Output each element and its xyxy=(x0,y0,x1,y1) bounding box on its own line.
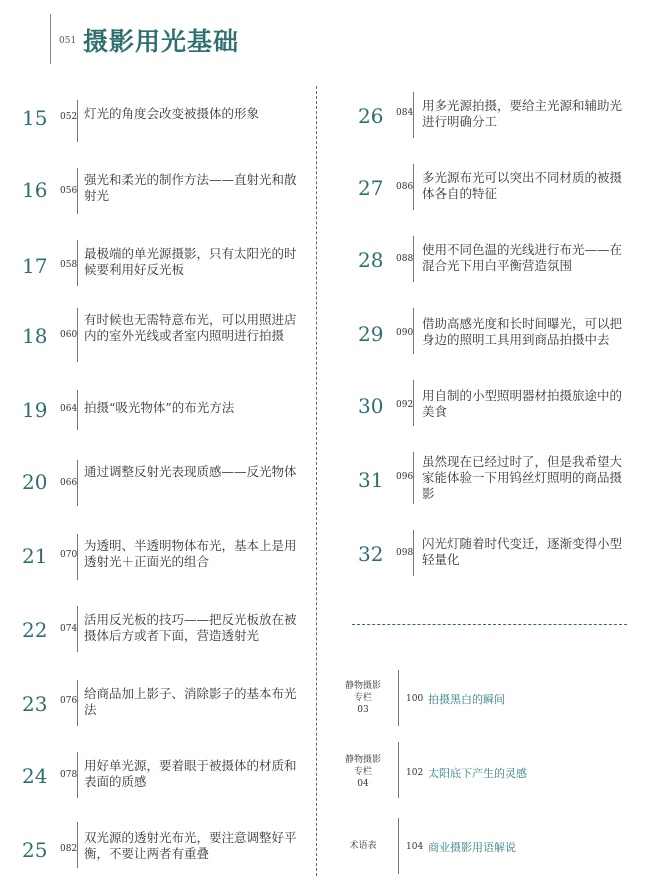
entry-page: 056 xyxy=(60,186,78,196)
column-label-line1: 静物摄影 xyxy=(344,681,381,691)
entry-page: 064 xyxy=(60,404,78,414)
entry-page: 096 xyxy=(396,472,414,482)
entry-separator xyxy=(398,742,399,798)
entry-page: 088 xyxy=(396,254,414,264)
entry-page: 084 xyxy=(396,108,414,118)
toc-entry[interactable] xyxy=(22,460,302,516)
toc-entry[interactable] xyxy=(22,606,302,662)
entry-text: 有时候也无需特意布光，可以用照进店内的室外光线或者室内照明进行拍摄 xyxy=(84,312,297,343)
column-label-line1: 静物摄影 xyxy=(344,755,381,765)
column-label xyxy=(336,680,390,716)
column-entry[interactable] xyxy=(336,670,626,730)
column-label-line1: 术语表 xyxy=(349,841,377,851)
column-entry[interactable] xyxy=(336,742,626,802)
chapter-title: 摄影用光基础 xyxy=(83,27,240,56)
entry-number: 15 xyxy=(22,106,48,130)
entry-number: 18 xyxy=(22,324,48,348)
entry-number: 24 xyxy=(22,764,48,788)
toc-entry[interactable] xyxy=(22,752,302,808)
entry-page: 104 xyxy=(406,842,424,852)
entry-text: 虽然现在已经过时了，但是我希望大家能体验一下用钨丝灯照明的商品摄影 xyxy=(422,454,623,501)
chapter-page-number: 051 xyxy=(59,36,77,46)
entry-text: 通过调整反射光表现质感——反光物体 xyxy=(84,464,297,479)
entry-page: 090 xyxy=(396,328,414,338)
column-label-line3: 03 xyxy=(357,705,369,715)
toc-entry[interactable] xyxy=(22,534,302,590)
entry-text: 拍摄黑白的瞬间 xyxy=(428,693,505,706)
entry-page: 078 xyxy=(60,770,78,780)
entry-page: 076 xyxy=(60,696,78,706)
entry-page: 100 xyxy=(406,694,424,704)
entry-number: 28 xyxy=(358,248,384,272)
entry-page: 086 xyxy=(396,182,414,192)
chapter-header xyxy=(50,14,240,64)
entry-page: 058 xyxy=(60,260,78,270)
entry-text: 为透明、半透明物体布光，基本上是用透射光＋正面光的组合 xyxy=(84,538,297,569)
column-entry[interactable] xyxy=(336,818,626,878)
toc-entry[interactable] xyxy=(22,390,302,446)
toc-entry[interactable] xyxy=(358,164,638,220)
entry-page: 092 xyxy=(396,400,414,410)
entry-text: 商业摄影用语解说 xyxy=(428,841,516,854)
entry-text: 用多光源拍摄，要给主光源和辅助光进行明确分工 xyxy=(422,98,623,129)
entry-number: 29 xyxy=(358,322,384,346)
toc-entry[interactable] xyxy=(22,822,302,878)
toc-entry[interactable] xyxy=(22,240,302,296)
column-label-line3: 04 xyxy=(357,779,369,789)
toc-entry[interactable] xyxy=(22,168,302,224)
entry-number: 26 xyxy=(358,104,384,128)
column-label xyxy=(336,754,390,790)
entry-page: 082 xyxy=(60,844,78,854)
entry-number: 32 xyxy=(358,542,384,566)
column-label xyxy=(336,840,390,852)
entry-text: 强光和柔光的制作方法——直射光和散射光 xyxy=(84,172,297,203)
entry-number: 22 xyxy=(22,618,48,642)
toc-entry[interactable] xyxy=(358,236,638,292)
entry-text: 闪光灯随着时代变迁，逐渐变得小型轻量化 xyxy=(422,536,623,567)
toc-entry[interactable] xyxy=(358,308,638,364)
entry-text: 借助高感光度和长时间曝光，可以把身边的照明工具用到商品拍摄中去 xyxy=(422,316,623,347)
entry-separator xyxy=(398,818,399,874)
toc-entry[interactable] xyxy=(22,100,302,156)
entry-number: 21 xyxy=(22,544,48,568)
column-label-line2: 专栏 xyxy=(353,767,372,777)
entry-text: 最极端的单光源摄影，只有太阳光的时候要利用好反光板 xyxy=(84,246,297,277)
entry-page: 066 xyxy=(60,478,78,488)
entry-separator xyxy=(398,670,399,726)
toc-entry[interactable] xyxy=(22,680,302,736)
entry-text: 太阳底下产生的灵感 xyxy=(428,767,527,780)
entry-text: 拍摄“吸光物体”的布光方法 xyxy=(84,400,235,415)
entry-number: 20 xyxy=(22,470,48,494)
entry-number: 25 xyxy=(22,838,48,862)
entry-number: 17 xyxy=(22,254,48,278)
toc-entry[interactable] xyxy=(358,530,638,586)
entry-page: 070 xyxy=(60,550,78,560)
entry-text: 用好单光源，要着眼于被摄体的材质和表面的质感 xyxy=(84,758,297,789)
entry-text: 给商品加上影子、消除影子的基本布光法 xyxy=(84,686,297,717)
entry-number: 31 xyxy=(358,468,384,492)
entry-text: 活用反光板的技巧——把反光板放在被摄体后方或者下面，营造透射光 xyxy=(84,612,297,643)
entry-number: 30 xyxy=(358,394,384,418)
toc-entry[interactable] xyxy=(358,452,638,508)
toc-entry[interactable] xyxy=(22,308,302,364)
entry-page: 074 xyxy=(60,624,78,634)
entry-page: 102 xyxy=(406,768,424,778)
column-divider xyxy=(316,86,317,876)
toc-entry[interactable] xyxy=(358,380,638,436)
entry-number: 23 xyxy=(22,692,48,716)
entry-text: 用自制的小型照明器材拍摄旅途中的美食 xyxy=(422,388,623,419)
entry-number: 16 xyxy=(22,178,48,202)
entry-text: 使用不同色温的光线进行布光——在混合光下用白平衡营造氛围 xyxy=(422,242,623,273)
entry-text: 灯光的角度会改变被摄体的形象 xyxy=(84,106,260,121)
entry-number: 19 xyxy=(22,398,48,422)
entry-text: 多光源布光可以突出不同材质的被摄体各自的特征 xyxy=(422,170,623,201)
toc-entry[interactable] xyxy=(358,92,638,148)
entry-page: 052 xyxy=(60,112,78,122)
column-label-line2: 专栏 xyxy=(353,693,372,703)
section-separator xyxy=(352,624,627,625)
entry-page: 098 xyxy=(396,548,414,558)
entry-text: 双光源的透射光布光，要注意调整好平衡，不要让两者有重叠 xyxy=(84,830,297,861)
entry-page: 060 xyxy=(60,330,78,340)
entry-number: 27 xyxy=(358,176,384,200)
